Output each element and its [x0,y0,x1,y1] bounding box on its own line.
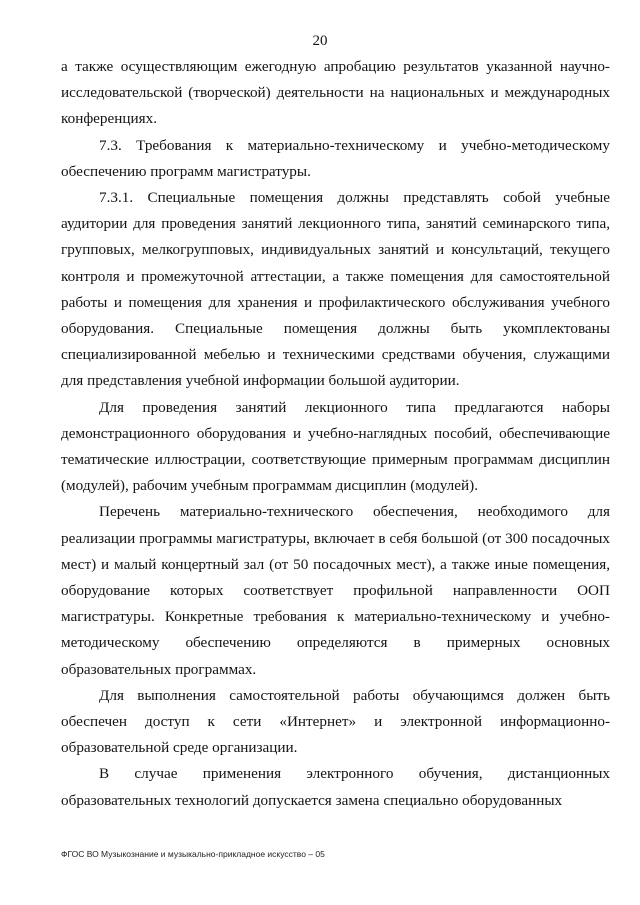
paragraph-7: В случае применения электронного обучения, дистанционных образовательных технологий допускается замена специально оборудованных [61,765,610,809]
paragraph-2: 7.3. Требования к материально-техническому и учебно-методическому обеспечению программ магистратуры. [61,136,610,180]
paragraph-3: 7.3.1. Специальные помещения должны представлять собой учебные аудитории для проведения занятий лекционного типа, занятий семинарского типа, групповых, мелкогрупповых, индивидуальных занятий и консультаций, текущего контроля и промежуточной аттестации, а также помещения для самостоятельной работы и помещения для хранения и профилактического обслуживания учебного оборудования. Специальные помещения должны быть укомплектованы специализированной мебелью и техническими средствами обучения, служащими для представления учебной информации большой аудитории. [61,189,610,390]
paragraph-4: Для проведения занятий лекционного типа предлагаются наборы демонстрационного оборудования и учебно-наглядных пособий, обеспечивающие тематические иллюстрации, соответствующие примерным программам дисциплин (модулей), рабочим учебным программам дисциплин (модулей). [61,398,610,495]
paragraph-1: а также осуществляющим ежегодную апробацию результатов указанной научно-исследовательской (творческой) деятельности на национальных и международных конференциях. [61,58,610,128]
page-number: 20 [312,33,328,49]
paragraph-5: Перечень материально-технического обеспечения, необходимого для реализации программы магистратуры, включает в себя большой (от 300 посадочных мест) и малый концертный зал (от 50 посадочных мест), а также иные помещения, оборудование которых соответствует профильной направленности ООП магистратуры. Конкретные требования к материально-техническому и учебно-методическому обеспечению определяются в примерных основных образовательных программах. [61,503,610,678]
document-footer: ФГОС ВО Музыкознание и музыкально-прикладное искусство – 05 [61,849,325,859]
document-body [61,54,610,814]
paragraph-6: Для выполнения самостоятельной работы обучающимся должен быть обеспечен доступ к сети «Интернет» и электронной информационно-образовательной среде организации. [61,686,610,757]
